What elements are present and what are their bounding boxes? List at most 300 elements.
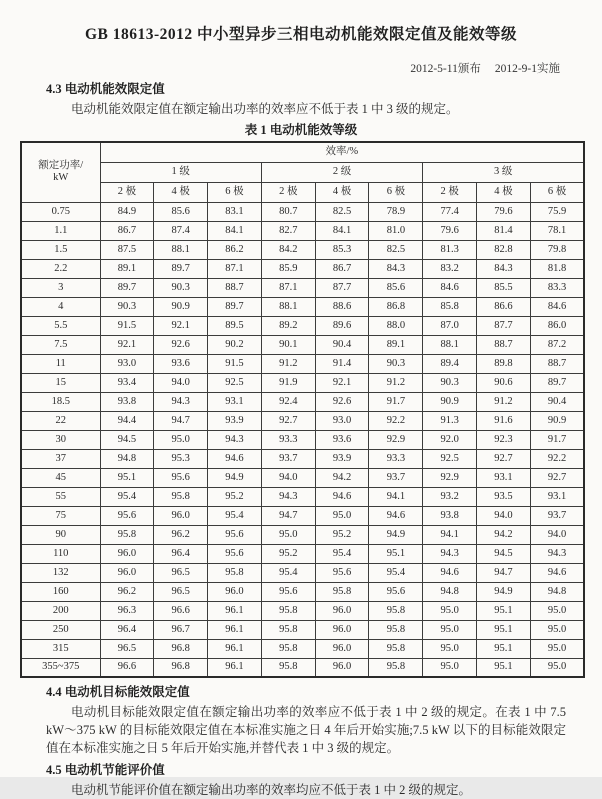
- efficiency-value-cell: 94.5: [100, 430, 154, 449]
- efficiency-value-cell: 88.6: [315, 297, 369, 316]
- efficiency-value-cell: 86.7: [100, 221, 154, 240]
- efficiency-value-cell: 93.4: [100, 373, 154, 392]
- rated-power-cell: 11: [21, 354, 100, 373]
- efficiency-value-cell: 93.3: [261, 430, 315, 449]
- efficiency-value-cell: 88.0: [369, 316, 423, 335]
- table-row: [21, 335, 584, 354]
- section-4-4-body: 电动机目标能效限定值在额定输出功率的效率应不低于表 1 中 2 级的规定。在表 1 中 7.5 kW～375 kW 的目标能效限定值在本标准实施之日 4 年后开始实施;7.5 kW 以下的目标能效限定值在本标准实施之日 5 年后开始实施,并替代表 1 中 3 级的规定。: [46, 705, 566, 755]
- efficiency-value-cell: 95.8: [315, 582, 369, 601]
- efficiency-value-cell: 90.4: [530, 392, 584, 411]
- bottom-sections: [0, 684, 602, 799]
- efficiency-value-cell: 95.3: [154, 449, 208, 468]
- rated-power-cell: 37: [21, 449, 100, 468]
- efficiency-value-cell: 90.3: [100, 297, 154, 316]
- efficiency-value-cell: 92.6: [154, 335, 208, 354]
- efficiency-value-cell: 80.7: [261, 202, 315, 221]
- efficiency-value-cell: 94.3: [154, 392, 208, 411]
- efficiency-value-cell: 94.0: [530, 525, 584, 544]
- efficiency-value-cell: 83.3: [530, 278, 584, 297]
- grade-2-header: 2 级: [261, 162, 422, 182]
- efficiency-value-cell: 94.6: [423, 563, 477, 582]
- rated-power-cell: 0.75: [21, 202, 100, 221]
- pole-header: 6 极: [208, 182, 262, 202]
- table-row: [21, 202, 584, 221]
- efficiency-value-cell: 89.8: [477, 354, 531, 373]
- efficiency-value-cell: 89.1: [369, 335, 423, 354]
- efficiency-value-cell: 90.9: [530, 411, 584, 430]
- efficiency-value-cell: 96.2: [154, 525, 208, 544]
- efficiency-value-cell: 95.6: [261, 582, 315, 601]
- efficiency-value-cell: 94.3: [261, 487, 315, 506]
- efficiency-value-cell: 78.9: [369, 202, 423, 221]
- efficiency-value-cell: 90.4: [315, 335, 369, 354]
- efficiency-value-cell: 82.5: [315, 202, 369, 221]
- efficiency-value-cell: 95.1: [477, 620, 531, 639]
- efficiency-value-cell: 93.1: [530, 487, 584, 506]
- efficiency-value-cell: 91.4: [315, 354, 369, 373]
- rated-power-cell: 250: [21, 620, 100, 639]
- efficiency-value-cell: 92.3: [477, 430, 531, 449]
- efficiency-value-cell: 95.8: [369, 620, 423, 639]
- rated-power-cell: 55: [21, 487, 100, 506]
- efficiency-value-cell: 95.0: [423, 601, 477, 620]
- efficiency-value-cell: 96.0: [315, 620, 369, 639]
- rated-power-cell: 7.5: [21, 335, 100, 354]
- section-4-4-heading: 4.4 电动机目标能效限定值: [46, 685, 190, 699]
- efficiency-value-cell: 94.9: [369, 525, 423, 544]
- efficiency-value-cell: 88.7: [477, 335, 531, 354]
- efficiency-value-cell: 87.7: [477, 316, 531, 335]
- efficiency-value-cell: 89.6: [315, 316, 369, 335]
- efficiency-value-cell: 95.1: [477, 639, 531, 658]
- rated-power-cell: 75: [21, 506, 100, 525]
- efficiency-value-cell: 95.0: [154, 430, 208, 449]
- efficiency-value-cell: 84.6: [423, 278, 477, 297]
- table-row: [21, 373, 584, 392]
- efficiency-value-cell: 83.1: [208, 202, 262, 221]
- efficiency-value-cell: 95.4: [315, 544, 369, 563]
- efficiency-value-cell: 91.5: [208, 354, 262, 373]
- efficiency-value-cell: 96.8: [154, 658, 208, 677]
- pole-header: 4 极: [315, 182, 369, 202]
- efficiency-value-cell: 92.7: [261, 411, 315, 430]
- efficiency-value-cell: 94.0: [261, 468, 315, 487]
- efficiency-value-cell: 96.1: [208, 601, 262, 620]
- efficiency-value-cell: 77.4: [423, 202, 477, 221]
- efficiency-value-cell: 84.9: [100, 202, 154, 221]
- table-row: [21, 544, 584, 563]
- rated-power-cell: 18.5: [21, 392, 100, 411]
- rated-power-cell: 45: [21, 468, 100, 487]
- efficiency-value-cell: 83.2: [423, 259, 477, 278]
- table-row: [21, 430, 584, 449]
- efficiency-value-cell: 93.5: [477, 487, 531, 506]
- efficiency-value-cell: 95.0: [530, 658, 584, 677]
- section-4-5-body: 电动机节能评价值在额定输出功率的效率均应不低于表 1 中 2 级的规定。: [71, 783, 472, 797]
- efficiency-value-cell: 94.6: [530, 563, 584, 582]
- pole-header: 2 极: [261, 182, 315, 202]
- efficiency-value-cell: 92.1: [154, 316, 208, 335]
- efficiency-value-cell: 86.2: [208, 240, 262, 259]
- grade-3-header: 3 级: [423, 162, 584, 182]
- section-4-3-heading: 4.3 电动机能效限定值: [46, 82, 165, 96]
- efficiency-value-cell: 85.9: [261, 259, 315, 278]
- efficiency-value-cell: 87.1: [208, 259, 262, 278]
- efficiency-value-cell: 92.7: [530, 468, 584, 487]
- efficiency-value-cell: 95.0: [423, 639, 477, 658]
- efficiency-value-cell: 89.7: [208, 297, 262, 316]
- rated-power-cell: 22: [21, 411, 100, 430]
- section-4-3-body: 电动机能效限定值在额定输出功率的效率应不低于表 1 中 3 级的规定。: [71, 102, 459, 116]
- efficiency-value-cell: 95.4: [208, 506, 262, 525]
- efficiency-value-cell: 96.0: [154, 506, 208, 525]
- efficiency-value-cell: 93.8: [423, 506, 477, 525]
- efficiency-value-cell: 95.6: [315, 563, 369, 582]
- efficiency-value-cell: 96.1: [208, 639, 262, 658]
- publish-date: 2012-5-11颁布: [410, 63, 481, 75]
- efficiency-value-cell: 78.1: [530, 221, 584, 240]
- efficiency-value-cell: 96.0: [315, 658, 369, 677]
- efficiency-value-cell: 94.3: [208, 430, 262, 449]
- efficiency-value-cell: 92.5: [208, 373, 262, 392]
- section-4-5-heading: 4.5 电动机节能评价值: [46, 763, 165, 777]
- efficiency-value-cell: 91.3: [423, 411, 477, 430]
- efficiency-value-cell: 90.1: [261, 335, 315, 354]
- pole-header: 6 极: [369, 182, 423, 202]
- efficiency-value-cell: 88.7: [530, 354, 584, 373]
- efficiency-value-cell: 93.9: [208, 411, 262, 430]
- efficiency-value-cell: 79.6: [423, 221, 477, 240]
- efficiency-value-cell: 89.4: [423, 354, 477, 373]
- pole-header: 4 极: [477, 182, 531, 202]
- efficiency-value-cell: 86.7: [315, 259, 369, 278]
- efficiency-value-cell: 96.0: [208, 582, 262, 601]
- efficiency-value-cell: 92.6: [315, 392, 369, 411]
- efficiency-value-cell: 95.0: [423, 658, 477, 677]
- efficiency-value-cell: 95.6: [154, 468, 208, 487]
- efficiency-value-cell: 93.0: [100, 354, 154, 373]
- efficiency-value-cell: 89.1: [100, 259, 154, 278]
- efficiency-value-cell: 95.8: [261, 658, 315, 677]
- efficiency-value-cell: 94.2: [477, 525, 531, 544]
- table-row: [21, 392, 584, 411]
- table-row: [21, 259, 584, 278]
- efficiency-value-cell: 81.8: [530, 259, 584, 278]
- efficiency-value-cell: 96.0: [100, 563, 154, 582]
- efficiency-value-cell: 79.8: [530, 240, 584, 259]
- efficiency-value-cell: 84.1: [315, 221, 369, 240]
- table-header-row-2: [21, 162, 584, 182]
- efficiency-value-cell: 89.5: [208, 316, 262, 335]
- grade-1-header: 1 级: [100, 162, 261, 182]
- efficiency-value-cell: 95.1: [477, 601, 531, 620]
- efficiency-value-cell: 95.2: [208, 487, 262, 506]
- efficiency-value-cell: 95.6: [100, 506, 154, 525]
- rated-power-cell: 132: [21, 563, 100, 582]
- efficiency-value-cell: 94.7: [154, 411, 208, 430]
- efficiency-value-cell: 93.1: [208, 392, 262, 411]
- efficiency-value-cell: 94.6: [208, 449, 262, 468]
- efficiency-value-cell: 81.3: [423, 240, 477, 259]
- table-row: [21, 240, 584, 259]
- efficiency-value-cell: 92.1: [100, 335, 154, 354]
- efficiency-value-cell: 94.6: [369, 506, 423, 525]
- efficiency-value-cell: 89.2: [261, 316, 315, 335]
- efficiency-value-cell: 95.8: [208, 563, 262, 582]
- rated-power-cell: 2.2: [21, 259, 100, 278]
- table-row: [21, 487, 584, 506]
- table-row: [21, 221, 584, 240]
- efficiency-value-cell: 94.6: [315, 487, 369, 506]
- efficiency-value-cell: 91.7: [530, 430, 584, 449]
- efficiency-header: 效率/%: [100, 142, 584, 162]
- efficiency-value-cell: 95.8: [261, 601, 315, 620]
- efficiency-value-cell: 94.3: [423, 544, 477, 563]
- efficiency-value-cell: 91.7: [369, 392, 423, 411]
- efficiency-value-cell: 85.6: [369, 278, 423, 297]
- efficiency-value-cell: 96.5: [154, 563, 208, 582]
- efficiency-value-cell: 96.4: [100, 620, 154, 639]
- rated-power-cell: 3: [21, 278, 100, 297]
- table-row: [21, 449, 584, 468]
- efficiency-value-cell: 84.3: [477, 259, 531, 278]
- efficiency-value-cell: 95.0: [530, 601, 584, 620]
- efficiency-value-cell: 95.2: [261, 544, 315, 563]
- efficiency-value-cell: 82.7: [261, 221, 315, 240]
- efficiency-value-cell: 92.2: [530, 449, 584, 468]
- rated-power-cell: 1.1: [21, 221, 100, 240]
- rated-power-cell: 160: [21, 582, 100, 601]
- efficiency-value-cell: 96.0: [315, 639, 369, 658]
- publication-dates: [0, 44, 602, 76]
- efficiency-value-cell: 85.3: [315, 240, 369, 259]
- efficiency-value-cell: 94.4: [100, 411, 154, 430]
- efficiency-value-cell: 91.5: [100, 316, 154, 335]
- rated-power-cell: 5.5: [21, 316, 100, 335]
- efficiency-value-cell: 81.4: [477, 221, 531, 240]
- efficiency-value-cell: 87.5: [100, 240, 154, 259]
- rated-power-cell: 355~375: [21, 658, 100, 677]
- table-row: [21, 658, 584, 677]
- efficiency-value-cell: 94.3: [530, 544, 584, 563]
- efficiency-value-cell: 95.8: [369, 658, 423, 677]
- efficiency-value-cell: 88.1: [154, 240, 208, 259]
- efficiency-value-cell: 94.1: [369, 487, 423, 506]
- table-row: [21, 525, 584, 544]
- rated-power-cell: 30: [21, 430, 100, 449]
- pole-header: 2 极: [100, 182, 154, 202]
- rated-power-header-line1: 额定功率/: [38, 160, 84, 172]
- efficiency-value-cell: 87.4: [154, 221, 208, 240]
- efficiency-value-cell: 79.6: [477, 202, 531, 221]
- table-header-row-1: [21, 142, 584, 162]
- efficiency-value-cell: 95.4: [100, 487, 154, 506]
- efficiency-value-cell: 95.6: [208, 544, 262, 563]
- table-row: [21, 354, 584, 373]
- table-row: [21, 563, 584, 582]
- efficiency-value-cell: 93.6: [315, 430, 369, 449]
- efficiency-value-cell: 89.7: [154, 259, 208, 278]
- table-row: [21, 316, 584, 335]
- table-row: [21, 639, 584, 658]
- efficiency-value-cell: 87.7: [315, 278, 369, 297]
- efficiency-value-cell: 90.3: [154, 278, 208, 297]
- efficiency-value-cell: 90.3: [369, 354, 423, 373]
- efficiency-value-cell: 95.0: [530, 620, 584, 639]
- efficiency-value-cell: 85.8: [423, 297, 477, 316]
- efficiency-value-cell: 95.1: [477, 658, 531, 677]
- table-header-row-3: [21, 182, 584, 202]
- efficiency-value-cell: 88.7: [208, 278, 262, 297]
- efficiency-value-cell: 95.4: [369, 563, 423, 582]
- efficiency-value-cell: 96.1: [208, 620, 262, 639]
- efficiency-value-cell: 86.0: [530, 316, 584, 335]
- efficiency-value-cell: 95.8: [369, 601, 423, 620]
- table-row: [21, 601, 584, 620]
- efficiency-value-cell: 91.6: [477, 411, 531, 430]
- efficiency-value-cell: 87.2: [530, 335, 584, 354]
- efficiency-value-cell: 95.8: [154, 487, 208, 506]
- table-row: [21, 620, 584, 639]
- efficiency-value-cell: 94.0: [477, 506, 531, 525]
- efficiency-value-cell: 86.8: [369, 297, 423, 316]
- efficiency-value-cell: 81.0: [369, 221, 423, 240]
- efficiency-value-cell: 94.8: [423, 582, 477, 601]
- efficiency-value-cell: 86.6: [477, 297, 531, 316]
- efficiency-value-cell: 91.2: [261, 354, 315, 373]
- efficiency-value-cell: 95.8: [261, 639, 315, 658]
- efficiency-value-cell: 96.8: [154, 639, 208, 658]
- efficiency-value-cell: 95.1: [369, 544, 423, 563]
- efficiency-value-cell: 92.7: [477, 449, 531, 468]
- efficiency-value-cell: 91.9: [261, 373, 315, 392]
- rated-power-header: [21, 142, 100, 202]
- page-title: GB 18613-2012 中小型异步三相电动机能效限定值及能效等级: [84, 26, 518, 43]
- efficiency-value-cell: 94.8: [530, 582, 584, 601]
- efficiency-value-cell: 96.3: [100, 601, 154, 620]
- pole-header: 4 极: [154, 182, 208, 202]
- efficiency-value-cell: 93.0: [315, 411, 369, 430]
- efficiency-value-cell: 96.0: [315, 601, 369, 620]
- efficiency-value-cell: 94.8: [100, 449, 154, 468]
- efficiency-value-cell: 95.2: [315, 525, 369, 544]
- efficiency-value-cell: 96.1: [208, 658, 262, 677]
- table-row: [21, 278, 584, 297]
- efficiency-value-cell: 89.7: [530, 373, 584, 392]
- efficiency-value-cell: 96.7: [154, 620, 208, 639]
- efficiency-value-cell: 85.5: [477, 278, 531, 297]
- efficiency-value-cell: 92.9: [369, 430, 423, 449]
- pole-header: 2 极: [423, 182, 477, 202]
- efficiency-value-cell: 92.4: [261, 392, 315, 411]
- efficiency-table: [20, 141, 585, 678]
- rated-power-cell: 110: [21, 544, 100, 563]
- efficiency-value-cell: 90.9: [423, 392, 477, 411]
- efficiency-value-cell: 94.1: [423, 525, 477, 544]
- efficiency-value-cell: 84.3: [369, 259, 423, 278]
- efficiency-value-cell: 95.6: [369, 582, 423, 601]
- efficiency-value-cell: 96.4: [154, 544, 208, 563]
- efficiency-value-cell: 96.6: [154, 601, 208, 620]
- efficiency-value-cell: 93.2: [423, 487, 477, 506]
- rated-power-cell: 1.5: [21, 240, 100, 259]
- implement-date: 2012-9-1实施: [494, 63, 560, 75]
- table-row: [21, 297, 584, 316]
- efficiency-value-cell: 95.8: [100, 525, 154, 544]
- efficiency-value-cell: 93.9: [315, 449, 369, 468]
- rated-power-cell: 90: [21, 525, 100, 544]
- rated-power-cell: 315: [21, 639, 100, 658]
- efficiency-value-cell: 95.0: [530, 639, 584, 658]
- efficiency-value-cell: 95.6: [208, 525, 262, 544]
- efficiency-value-cell: 95.4: [261, 563, 315, 582]
- efficiency-value-cell: 93.7: [261, 449, 315, 468]
- efficiency-value-cell: 93.6: [154, 354, 208, 373]
- efficiency-value-cell: 93.1: [477, 468, 531, 487]
- efficiency-value-cell: 82.5: [369, 240, 423, 259]
- efficiency-value-cell: 95.8: [369, 639, 423, 658]
- efficiency-value-cell: 87.0: [423, 316, 477, 335]
- efficiency-value-cell: 90.6: [477, 373, 531, 392]
- efficiency-value-cell: 94.7: [261, 506, 315, 525]
- table-row: [21, 582, 584, 601]
- table-row: [21, 468, 584, 487]
- efficiency-value-cell: 87.1: [261, 278, 315, 297]
- efficiency-value-cell: 94.7: [477, 563, 531, 582]
- table-row: [21, 506, 584, 525]
- efficiency-value-cell: 92.0: [423, 430, 477, 449]
- efficiency-value-cell: 95.0: [315, 506, 369, 525]
- rated-power-header-line2: kW: [53, 172, 69, 184]
- efficiency-value-cell: 94.5: [477, 544, 531, 563]
- table-row: [21, 411, 584, 430]
- efficiency-value-cell: 96.2: [100, 582, 154, 601]
- efficiency-value-cell: 96.6: [100, 658, 154, 677]
- efficiency-value-cell: 95.1: [100, 468, 154, 487]
- efficiency-value-cell: 88.1: [423, 335, 477, 354]
- rated-power-cell: 4: [21, 297, 100, 316]
- efficiency-value-cell: 95.8: [261, 620, 315, 639]
- efficiency-value-cell: 93.7: [369, 468, 423, 487]
- efficiency-value-cell: 96.0: [100, 544, 154, 563]
- efficiency-value-cell: 92.9: [423, 468, 477, 487]
- efficiency-value-cell: 93.7: [530, 506, 584, 525]
- efficiency-value-cell: 94.0: [154, 373, 208, 392]
- efficiency-value-cell: 75.9: [530, 202, 584, 221]
- rated-power-cell: 200: [21, 601, 100, 620]
- efficiency-value-cell: 90.9: [154, 297, 208, 316]
- efficiency-value-cell: 96.5: [154, 582, 208, 601]
- efficiency-value-cell: 95.0: [261, 525, 315, 544]
- efficiency-value-cell: 96.5: [100, 639, 154, 658]
- table-caption: 表 1 电动机能效等级: [244, 123, 358, 137]
- pole-header: 6 极: [530, 182, 584, 202]
- efficiency-value-cell: 93.8: [100, 392, 154, 411]
- efficiency-value-cell: 92.2: [369, 411, 423, 430]
- rated-power-cell: 15: [21, 373, 100, 392]
- efficiency-value-cell: 93.3: [369, 449, 423, 468]
- efficiency-value-cell: 88.1: [261, 297, 315, 316]
- efficiency-value-cell: 90.3: [423, 373, 477, 392]
- efficiency-value-cell: 90.2: [208, 335, 262, 354]
- efficiency-value-cell: 94.9: [477, 582, 531, 601]
- efficiency-value-cell: 92.1: [315, 373, 369, 392]
- efficiency-value-cell: 95.0: [423, 620, 477, 639]
- efficiency-value-cell: 84.1: [208, 221, 262, 240]
- efficiency-value-cell: 92.5: [423, 449, 477, 468]
- efficiency-value-cell: 84.6: [530, 297, 584, 316]
- efficiency-value-cell: 82.8: [477, 240, 531, 259]
